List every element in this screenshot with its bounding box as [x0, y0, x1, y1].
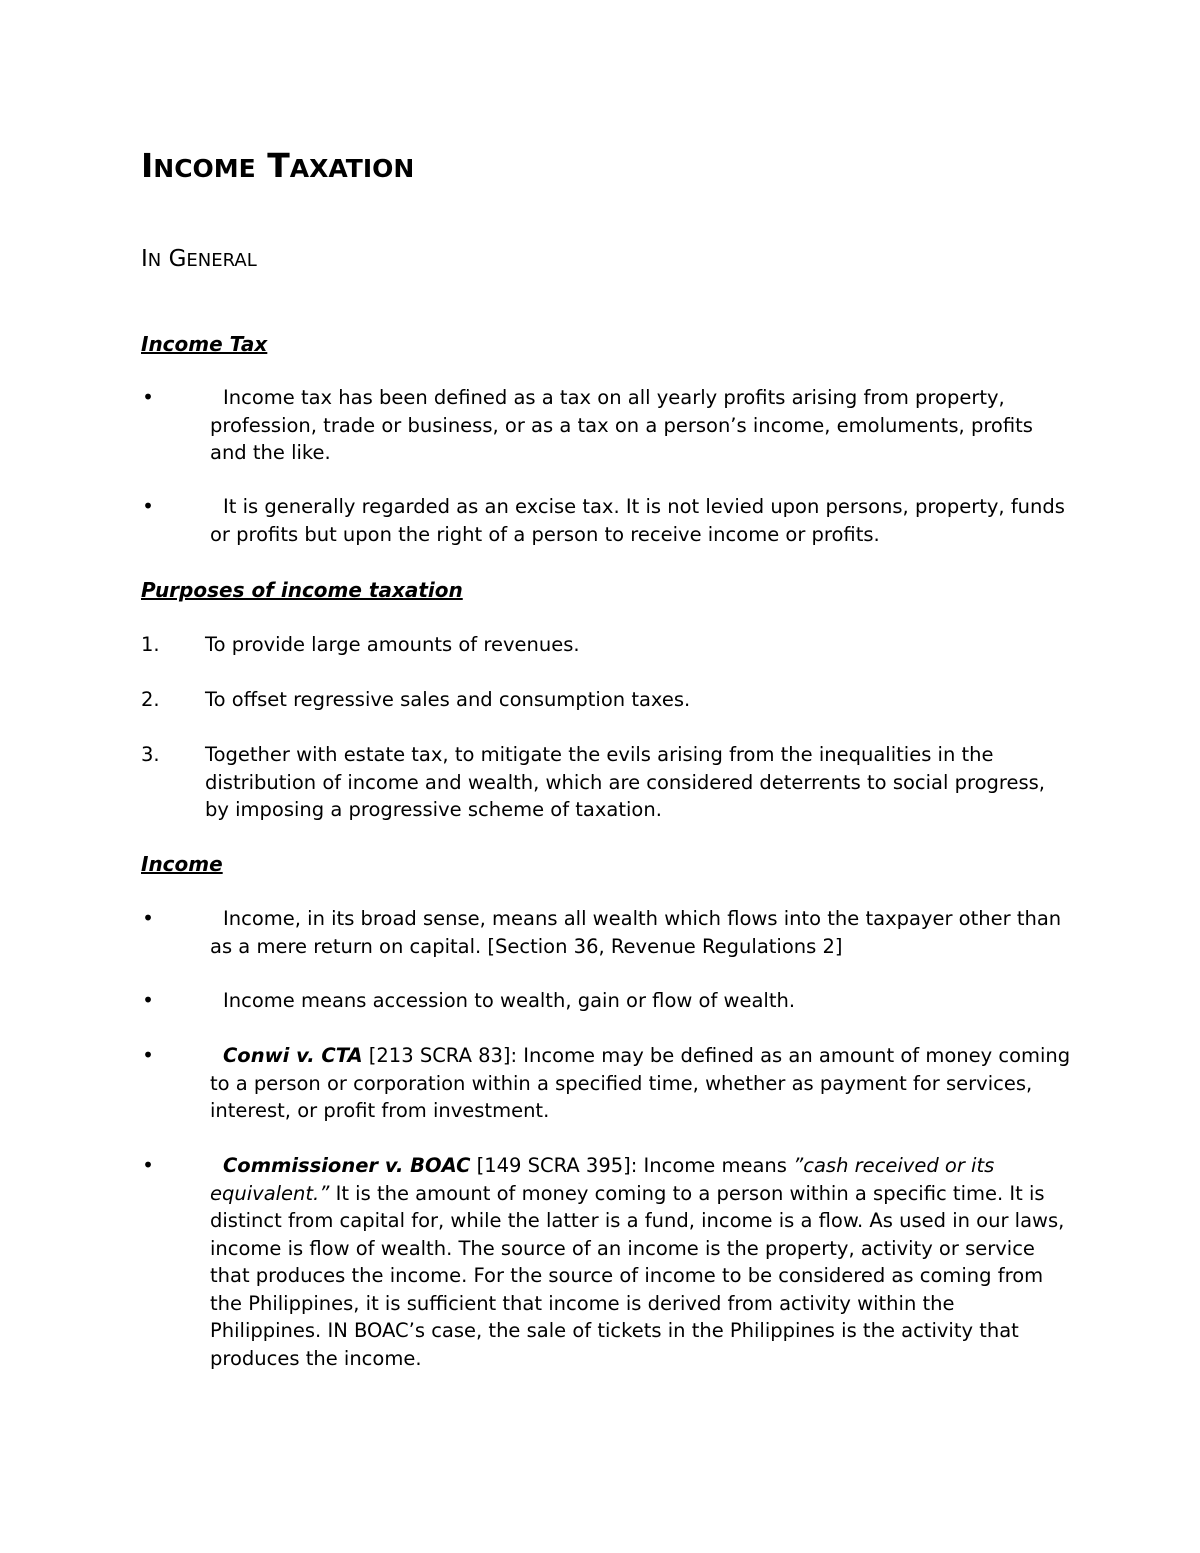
list-item-text: Together with estate tax, to mitigate the evils arising from the inequalities in the distribution of income and wealth, which are considered deterrents to social progress, by imposing a progressive scheme of taxation. — [205, 743, 1045, 821]
bullet-icon: • — [142, 1153, 154, 1177]
list-item — [141, 905, 1071, 960]
quoted-definition: ”cash received or its equivalent.” — [210, 1154, 995, 1205]
list-item — [141, 1042, 1071, 1125]
list-item-text: To provide large amounts of revenues. — [205, 633, 580, 656]
document-title: INCOME TAXATION — [141, 146, 415, 185]
item-number: 3. — [141, 743, 160, 766]
list-item-text: To offset regressive sales and consumption taxes. — [205, 688, 691, 711]
section-title: IN GENERAL — [141, 246, 257, 272]
heading-income: Income — [141, 852, 223, 876]
heading-income-tax: Income Tax — [141, 332, 268, 356]
item-number: 1. — [141, 633, 160, 656]
heading-purposes: Purposes of income taxation — [141, 578, 463, 602]
numbered-item — [141, 741, 1071, 824]
item-number: 2. — [141, 688, 160, 711]
bullet-icon: • — [142, 385, 154, 409]
list-item-text: Commissioner v. BOAC [149 SCRA 395]: Income means ”cash received or its equivalent.” It is the amount of money coming to a person within a specific time. It is distinct from capital for, while the latter is a fund, income is a flow. As used in our laws, income is flow of wealth. The source of an income is the property, activity or service that produces the income. For the source of income to be considered as coming from the Philippines, it is sufficient that income is derived from activity within the Philippines. IN BOAC’s case, the sale of tickets in the Philippines is the activity that produces the income. — [210, 1154, 1065, 1370]
numbered-item — [141, 631, 1071, 659]
list-item — [141, 384, 1071, 467]
bullet-icon: • — [142, 906, 154, 930]
case-name: Conwi v. CTA — [223, 1044, 363, 1067]
bullet-icon: • — [142, 988, 154, 1012]
list-item-text: It is generally regarded as an excise tax. It is not levied upon persons, property, funds or profits but upon the right of a person to receive income or profits. — [210, 495, 1065, 546]
bullet-icon: • — [142, 1043, 154, 1067]
list-item-text: Income means accession to wealth, gain or flow of wealth. — [223, 989, 796, 1012]
list-item-text: Income, in its broad sense, means all wealth which flows into the taxpayer other than as a mere return on capital. [Section 36, Revenue Regulations 2] — [210, 907, 1062, 958]
list-item — [141, 493, 1071, 548]
list-item-text: Conwi v. CTA [213 SCRA 83]: Income may be defined as an amount of money coming to a person or corporation within a specified time, whether as payment for services, interest, or profit from investment. — [210, 1044, 1071, 1122]
bullet-icon: • — [142, 494, 154, 518]
list-item-text: Income tax has been defined as a tax on all yearly profits arising from property, profession, trade or business, or as a tax on a person’s income, emoluments, profits and the like. — [210, 386, 1033, 464]
numbered-item — [141, 686, 1071, 714]
list-item — [141, 1152, 1071, 1372]
case-name: Commissioner v. BOAC — [223, 1154, 471, 1177]
list-item — [141, 987, 1071, 1015]
